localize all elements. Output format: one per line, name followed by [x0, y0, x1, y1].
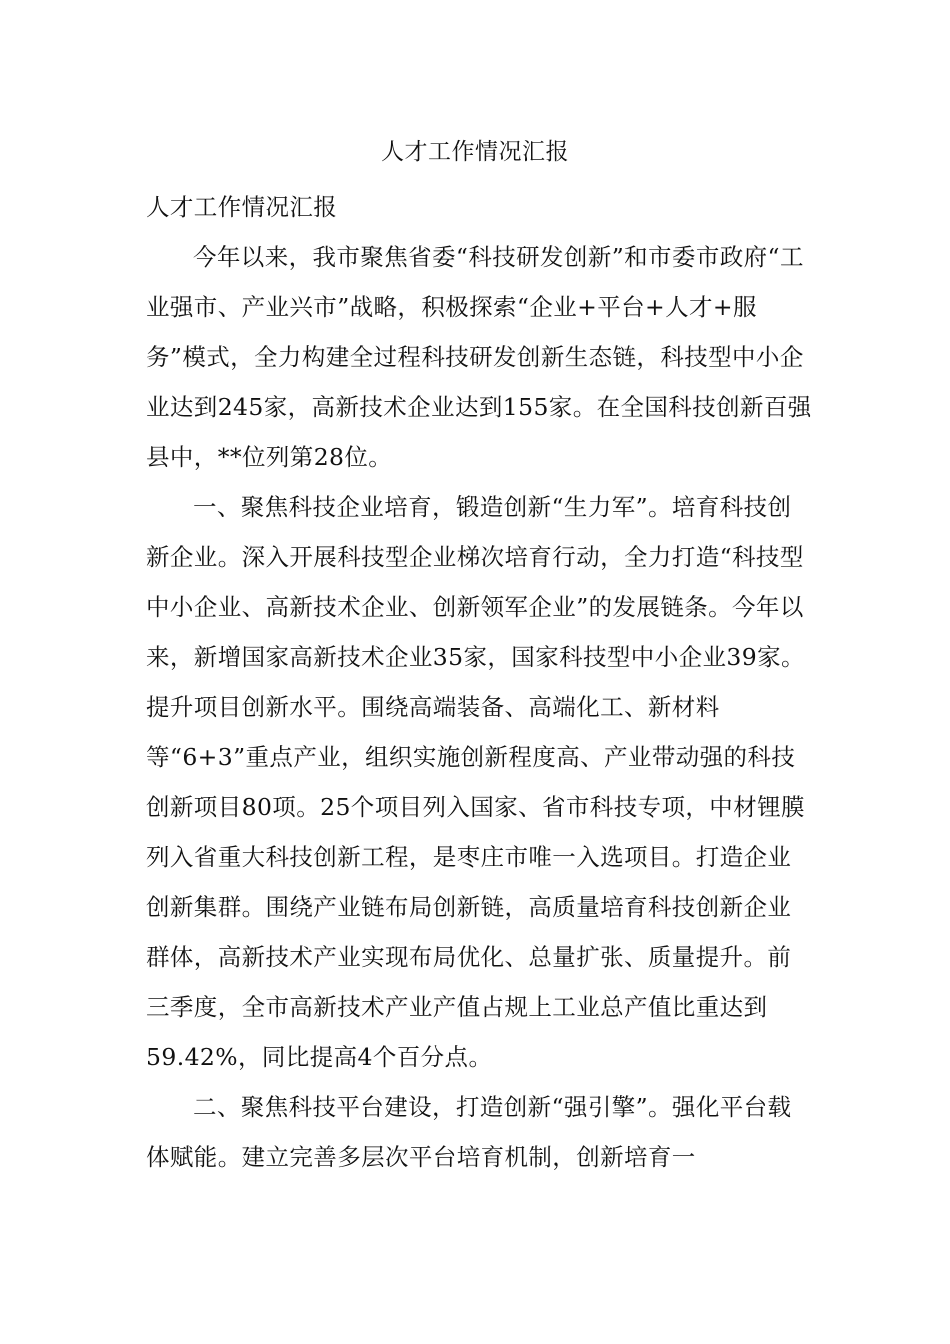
- paragraph-section-one: 一、聚焦科技企业培育，锻造创新“生力军”。培育科技创新企业。深入开展科技型企业梯次培育行动，全力打造“科技型中小企业、高新技术企业、创新领军企业”的发展链条。今年以来，新增国家高新技术企业35家，国家科技型中小企业39家。提升项目创新水平。围绕高端装备、高端化工、新材料等“6+3”重点产业，组织实施创新程度高、产业带动强的科技创新项目80项。25个项目列入国家、省市科技专项，中材锂膜列入省重大科技创新工程，是枣庄市唯一入选项目。打造企业创新集群。围绕产业链布局创新链，高质量培育科技创新企业群体，高新技术产业实现布局优化、总量扩张、质量提升。前三季度，全市高新技术产业产值占规上工业总产值比重达到59.42%，同比提高4个百分点。: [146, 493, 805, 1071]
- document-title: 人才工作情况汇报: [381, 139, 569, 165]
- document-body: [146, 182, 814, 1182]
- paragraph-section-two: 二、聚焦科技平台建设，打造创新“强引擎”。强化平台载体赋能。建立完善多层次平台培育机制，创新培育一: [146, 1093, 792, 1171]
- paragraph-intro: 今年以来，我市聚焦省委“科技研发创新”和市委市政府“工业强市、产业兴市”战略，积极探索“企业+平台+人才+服务”模式，全力构建全过程科技研发创新生态链，科技型中小企业达到245家，高新技术企业达到155家。在全国科技创新百强县中，**位列第28位。: [146, 243, 812, 471]
- document-subtitle: 人才工作情况汇报: [146, 193, 338, 221]
